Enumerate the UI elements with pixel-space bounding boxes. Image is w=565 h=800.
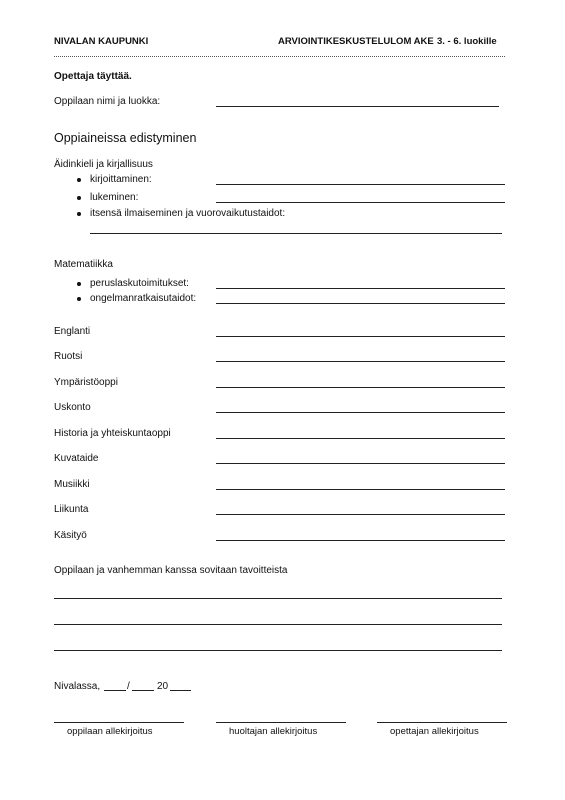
goals-field-line[interactable] [54, 624, 502, 625]
date-separator: / [127, 681, 130, 692]
finnish-title: Äidinkieli ja kirjallisuus [54, 159, 153, 170]
student-signature-field[interactable] [54, 722, 184, 723]
progress-heading: Oppiaineissa edistyminen [54, 131, 197, 145]
subject-field[interactable] [216, 336, 505, 337]
bullet-icon [77, 196, 81, 200]
bullet-icon [77, 282, 81, 286]
subject-field[interactable] [216, 387, 505, 388]
finnish-item-writing: kirjoittaminen: [90, 174, 152, 185]
guardian-signature-label: huoltajan allekirjoitus [229, 726, 318, 737]
subject-field[interactable] [216, 412, 505, 413]
subject-field[interactable] [216, 438, 505, 439]
subject-field[interactable] [216, 463, 505, 464]
year-prefix: 20 [157, 681, 169, 692]
finnish-item-reading: lukeminen: [90, 192, 139, 203]
subject-label: Musiikki [54, 479, 90, 490]
goals-field-line[interactable] [54, 650, 502, 651]
month-field[interactable] [132, 690, 154, 691]
teacher-fills-note: Opettaja täyttää. [54, 71, 132, 82]
math-problem-solving-field[interactable] [216, 303, 505, 304]
year-field[interactable] [170, 690, 191, 691]
guardian-signature-field[interactable] [216, 722, 346, 723]
subject-label: Liikunta [54, 504, 89, 515]
header-divider [54, 56, 505, 57]
teacher-signature-field[interactable] [377, 722, 507, 723]
org-name: NIVALAN KAUPUNKI [54, 36, 149, 47]
day-field[interactable] [104, 690, 126, 691]
subject-label: Kuvataide [54, 453, 99, 464]
subject-label: Uskonto [54, 402, 91, 413]
subject-field[interactable] [216, 489, 505, 490]
bullet-icon [77, 297, 81, 301]
goals-field-line[interactable] [54, 598, 502, 599]
student-name-label: Oppilaan nimi ja luokka: [54, 96, 161, 107]
goals-label: Oppilaan ja vanhemman kanssa sovitaan tavoitteista [54, 565, 288, 576]
student-name-field[interactable] [216, 106, 499, 107]
math-item-basic: peruslaskutoimitukset: [90, 278, 189, 289]
place-label: Nivalassa, [54, 681, 101, 692]
subject-label: Käsityö [54, 530, 87, 541]
form-title: ARVIOINTIKESKUSTELULOM AKE [278, 36, 434, 47]
bullet-icon [77, 212, 81, 216]
subject-label: Historia ja yhteiskuntaoppi [54, 428, 171, 439]
finnish-writing-field[interactable] [216, 184, 505, 185]
subject-label: Ruotsi [54, 351, 83, 362]
math-title: Matematiikka [54, 259, 113, 270]
student-signature-label: oppilaan allekirjoitus [67, 726, 153, 737]
grade-range: 3. - 6. luokille [437, 36, 497, 47]
subject-field[interactable] [216, 540, 505, 541]
finnish-reading-field[interactable] [216, 202, 505, 203]
bullet-icon [77, 178, 81, 182]
finnish-expression-field[interactable] [90, 233, 502, 234]
math-basic-field[interactable] [216, 288, 505, 289]
subject-label: Ympäristöoppi [54, 377, 118, 388]
subject-field[interactable] [216, 361, 505, 362]
subject-label: Englanti [54, 326, 91, 337]
teacher-signature-label: opettajan allekirjoitus [390, 726, 479, 737]
finnish-item-expression: itsensä ilmaiseminen ja vuorovaikutustaidot: [90, 208, 286, 219]
math-item-problem-solving: ongelmanratkaisutaidot: [90, 293, 197, 304]
subject-field[interactable] [216, 514, 505, 515]
